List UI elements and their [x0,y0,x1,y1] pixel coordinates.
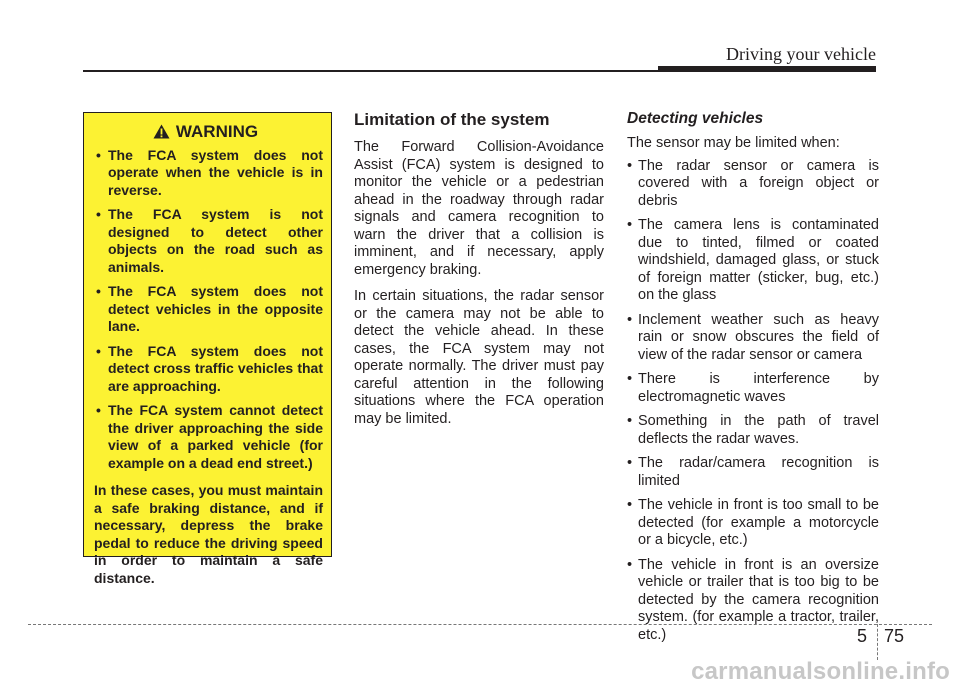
detecting-item: • The radar/camera recognition is limited [627,455,879,490]
detecting-section [627,110,879,651]
detecting-item: • Something in the path of travel deflects the radar waves. [627,413,879,448]
footer-rule [28,624,932,625]
warning-box [83,112,332,586]
limitation-section [354,110,604,437]
warning-list [94,147,323,473]
detecting-item: • The vehicle in front is an oversize vehicle or trailer that is too big to be detected by the camera recognition system. (for example a tractor, trailer, etc.) [627,557,879,645]
warning-header [94,123,323,141]
warning-item: • The FCA system cannot detect the driver approaching the side view of a parked vehicle (for example on a dead end street.) [94,402,323,472]
warning-item: • The FCA system is not designed to detect other objects on the road such as animals. [94,206,323,276]
detecting-item: • The vehicle in front is too small to be detected (for example a motorcycle or a bicycle, etc.) [627,497,879,550]
detecting-list [627,158,879,645]
limitation-paragraph: In certain situations, the radar sensor or the camera may not be able to detect the vehicle ahead. In these cases, the FCA system may not operate normally. The driver must pay careful attention in the following situations where the FCA operation may be limited. [354,288,604,427]
chapter-number: 5 [857,626,868,646]
limitation-heading: Limitation of the system [354,110,550,129]
warning-footer: In these cases, you must maintain a safe braking distance, and if necessary, depress the brake pedal to reduce the driving speed in order to maintain a safe distance. [94,482,323,586]
detecting-item: • Inclement weather such as heavy rain or snow obscures the field of view of the radar sensor or camera [627,312,879,365]
warning-item: • The FCA system does not operate when the vehicle is in reverse. [94,147,323,200]
warning-title: WARNING [175,122,259,141]
watermark: carmanualsonline.info [691,658,950,685]
warning-item: • The FCA system does not detect vehicles in the opposite lane. [94,283,323,336]
footer-divider [877,624,878,660]
detecting-heading: Detecting vehicles [627,110,764,127]
section-title: Driving your vehicle [726,44,876,64]
page-number: 75 [884,626,905,646]
detecting-item: • The camera lens is contaminated due to tinted, filmed or coated windshield, damaged glass, or stuck of foreign matter (sticker, bug, etc.) on the glass [627,217,879,305]
detecting-item: • The radar sensor or camera is covered with a foreign object or debris [627,158,879,211]
warning-triangle-icon [153,124,170,139]
header-bar [658,66,876,72]
detecting-item: • There is interference by electromagnetic waves [627,371,879,406]
warning-item: • The FCA system does not detect cross traffic vehicles that are approaching. [94,343,323,396]
limitation-paragraph: The Forward Collision-Avoidance Assist (FCA) system is designed to monitor the vehicle or a pedestrian ahead in the roadway through radar signals and camera recognition to warn the driver that a collision is imminent, and if necessary, apply emergency braking. [354,139,604,278]
detecting-intro: The sensor may be limited when: [627,135,840,151]
